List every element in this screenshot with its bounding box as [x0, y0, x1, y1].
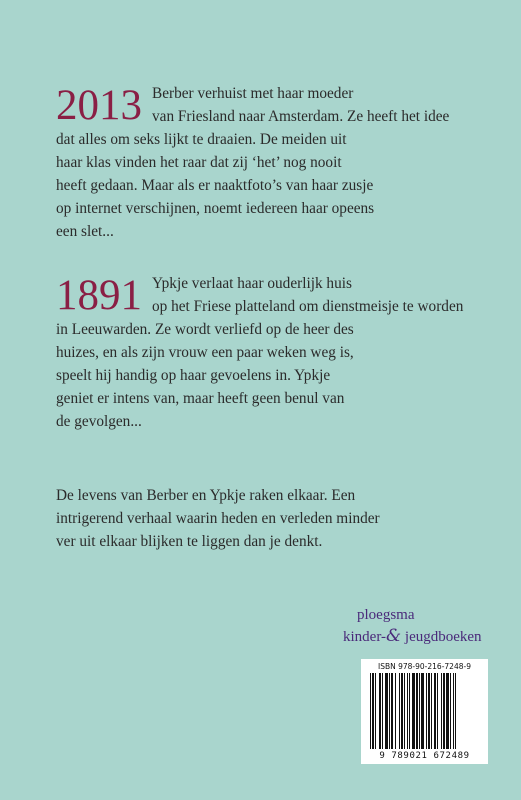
section-2013	[56, 82, 476, 243]
barcode-bar	[385, 673, 388, 749]
barcode-bar	[379, 673, 381, 749]
barcode	[361, 659, 488, 764]
blurb-line: Berber verhuist met haar moeder	[152, 85, 354, 102]
ampersand: &	[386, 626, 402, 646]
blurb-line: de gevolgen...	[56, 413, 142, 430]
publisher-logo	[343, 605, 482, 648]
blurb-line: in Leeuwarden. Ze wordt verliefd op de heer des	[56, 321, 354, 338]
barcode-bar	[421, 673, 424, 749]
imprint-right: jeugdboeken	[401, 629, 482, 645]
blurb-line: geniet er intens van, maar heeft geen benul van	[56, 390, 345, 407]
barcode-bar	[370, 673, 371, 749]
barcode-bar	[372, 673, 374, 749]
barcode-bar	[404, 673, 405, 749]
barcode-bar	[401, 673, 403, 749]
imprint-left: kinder-	[343, 629, 387, 645]
barcode-bar	[450, 673, 451, 749]
barcode-bar	[416, 673, 418, 749]
barcode-bar	[426, 673, 427, 749]
blurb-line: haar klas vinden het raar dat zij ‘het’ nog nooit	[56, 154, 342, 171]
section-1891	[56, 272, 476, 433]
barcode-bar	[409, 673, 410, 749]
barcode-bar	[431, 673, 432, 749]
year-1891: 1891	[56, 272, 142, 319]
barcode-bar	[455, 673, 456, 749]
blurb-line: ver uit elkaar blijken te liggen dan je denkt.	[56, 533, 323, 550]
barcode-bar	[412, 673, 415, 749]
barcode-bar	[391, 673, 393, 749]
blurb-line: heeft gedaan. Maar als er naaktfoto’s van haar zusje	[56, 177, 374, 194]
blurb-line: De levens van Berber en Ypkje raken elkaar. Een	[56, 487, 356, 504]
blurb-line: huizes, en als zijn vrouw een paar weken weg is,	[56, 344, 354, 361]
blurb-line: een slet...	[56, 223, 114, 240]
closing-text	[56, 484, 476, 553]
barcode-bars	[370, 673, 479, 753]
barcode-bar	[419, 673, 420, 749]
blurb-line: op internet verschijnen, noemt iedereen haar opeens	[56, 200, 375, 217]
barcode-bar	[375, 673, 376, 749]
blurb-line: dat alles om seks lijkt te draaien. De meiden uit	[56, 131, 347, 148]
blurb-line: op het Friese platteland om dienstmeisje te worden	[152, 298, 464, 315]
barcode-bar	[441, 673, 442, 749]
blurb-line: van Friesland naar Amsterdam. Ze heeft het idee	[152, 108, 450, 125]
barcode-bar	[407, 673, 408, 749]
barcode-bar	[437, 673, 438, 749]
barcode-bar	[446, 673, 449, 749]
barcode-digits: 9 789021 672489	[379, 751, 470, 761]
barcode-bar	[389, 673, 390, 749]
blurb-line: Ypkje verlaat haar ouderlijk huis	[152, 275, 352, 292]
blurb-line: speelt hij handig op haar gevoelens in. Ypkje	[56, 367, 331, 384]
barcode-bar	[443, 673, 445, 749]
barcode-bar	[434, 673, 436, 749]
publisher-imprint	[343, 625, 482, 648]
barcode-bar	[428, 673, 430, 749]
barcode-bar	[399, 673, 400, 749]
blurb-line: intrigerend verhaal waarin heden en verleden minder	[56, 510, 380, 527]
isbn-label: ISBN 978-90-216-7248-9	[378, 662, 471, 671]
barcode-bar	[382, 673, 383, 749]
closing-paragraph	[56, 484, 476, 553]
publisher-name: ploegsma	[357, 607, 415, 623]
year-2013: 2013	[56, 82, 142, 129]
barcode-bar	[395, 673, 396, 749]
barcode-bar	[453, 673, 454, 749]
